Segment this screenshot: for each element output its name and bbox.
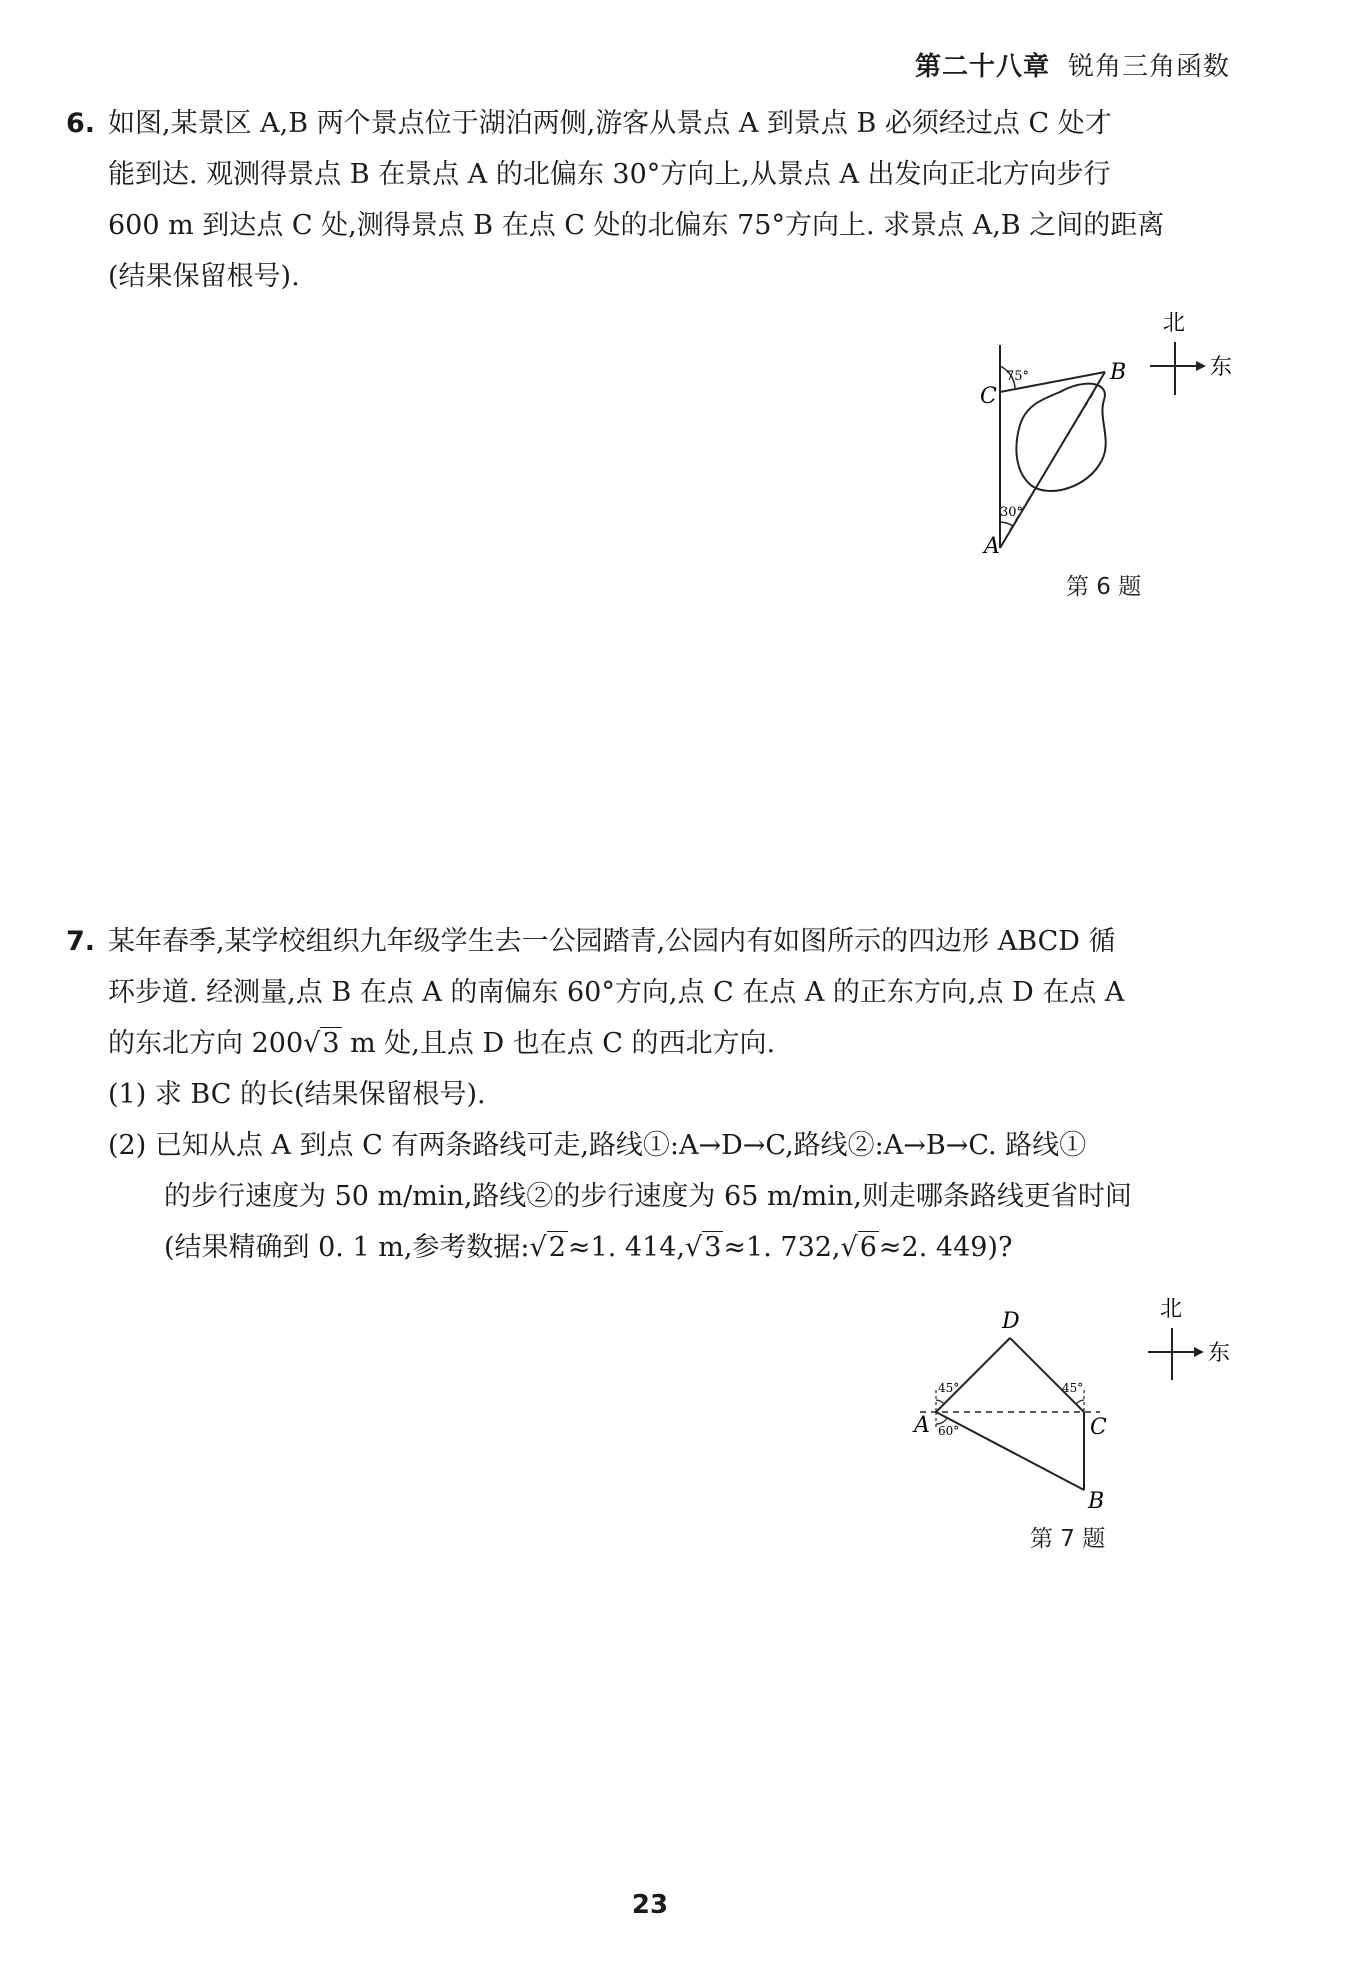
angle-label-c-top: 45° [1062, 1381, 1084, 1395]
point-label-d: D [1002, 1309, 1020, 1334]
sub-question-2-line: (结果精确到 0. 1 m,参考数据:√2≈1. 414,√3≈1. 732,√6≈2. 449)? [164, 1232, 1013, 1263]
question-text-line: 600 m 到达点 C 处,测得景点 B 在点 C 处的北偏东 75°方向上. 求景点 A,B 之间的距离 [108, 210, 1165, 241]
compass-north-label: 北 [1160, 1297, 1183, 1322]
sqrt-expression: √3 [303, 1028, 340, 1059]
point-label-b: B [1088, 1489, 1105, 1514]
question-number: 7. [66, 926, 96, 957]
question-text-line: 能到达. 观测得景点 B 在景点 A 的北偏东 30°方向上,从景点 A 出发向正北方向步行 [108, 159, 1111, 190]
chapter-title: 锐角三角函数 [1067, 52, 1230, 82]
angle-label-c: 75° [1006, 369, 1030, 384]
question-text-line: 的东北方向 200√3 m 处,且点 D 也在点 C 的西北方向. [66, 1018, 1236, 1069]
page-header [915, 46, 1230, 83]
angle-arc-a-top [936, 1400, 944, 1404]
question-text-line: 某年春季,某学校组织九年级学生去一公园踏青,公园内有如图所示的四边形 ABCD 循 [108, 926, 1116, 957]
page-number: 23 [631, 1890, 669, 1920]
lake [1016, 384, 1105, 491]
angle-label-a: 30° [1000, 505, 1024, 520]
compass-east-label: 东 [1210, 355, 1233, 380]
compass-north-label: 北 [1163, 311, 1186, 336]
chapter-label: 第二十八章 [914, 52, 1050, 82]
angle-label-a-top: 45° [938, 1381, 960, 1395]
figure-6-caption: 第 6 题 [1066, 574, 1142, 600]
question-text-line: 如图,某景区 A,B 两个景点位于湖泊两侧,游客从景点 A 到景点 B 必须经过点 C 处才 [108, 108, 1112, 139]
question-text-line: (结果保留根号). [108, 261, 300, 292]
sub-question-2-line: 的步行速度为 50 m/min,路线②的步行速度为 65 m/min,则走哪条路线更省时间 [164, 1181, 1132, 1212]
angle-label-a-bottom: 60° [938, 1424, 960, 1438]
segment-ad [936, 1338, 1010, 1412]
angle-arc-a [1000, 522, 1013, 526]
sub-question-2-line: (2) 已知从点 A 到点 C 有两条路线可走,路线①:A→D→C,路线②:A→B→C. 路线① [108, 1130, 1087, 1161]
question-7 [66, 916, 1236, 1273]
sub-question-1: (1) 求 BC 的长(结果保留根号). [108, 1079, 486, 1110]
segment-dc [1010, 1338, 1084, 1412]
point-label-b: B [1110, 360, 1127, 385]
point-label-c: C [1090, 1415, 1107, 1440]
figure-7 [900, 1290, 1250, 1520]
compass-east-label: 东 [1208, 1341, 1231, 1366]
angle-arc-c-top [1076, 1400, 1084, 1404]
point-label-a: A [914, 1413, 930, 1438]
question-text-line: 环步道. 经测量,点 B 在点 A 的南偏东 60°方向,点 C 在点 A 的正东方向,点 D 在点 A [108, 977, 1125, 1008]
compass-icon [1148, 1297, 1230, 1380]
question-6 [66, 98, 1236, 302]
figure-7-caption: 第 7 题 [1030, 1526, 1106, 1552]
point-label-c: C [980, 384, 997, 409]
question-number: 6. [66, 108, 96, 139]
compass-icon [1150, 311, 1232, 395]
figure-6 [970, 300, 1250, 570]
point-label-a: A [984, 534, 1000, 559]
